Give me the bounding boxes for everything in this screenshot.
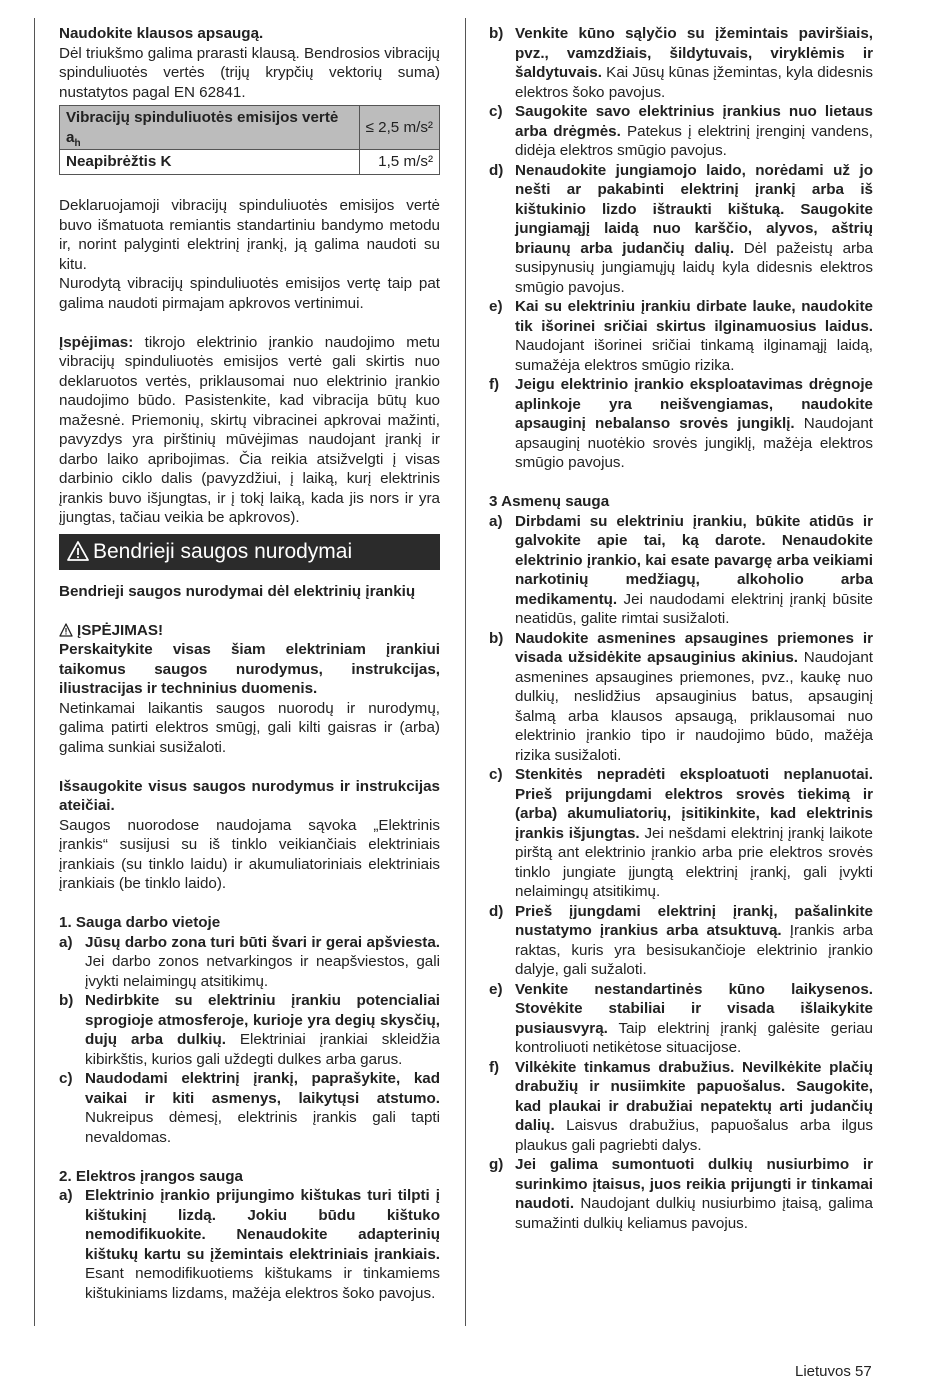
warning-triangle-icon — [67, 540, 89, 562]
warning-caps: ĮSPĖJIMAS! — [77, 621, 164, 639]
hearing-text: Dėl triukšmo galima prarasti klausą. Bendrosios vibracijų spinduliuotės vertės (trijų krypčių vektorių suma) nustatytos pagal EN 62841. — [59, 44, 440, 101]
list-item: c) Saugokite savo elektrinius įrankius nuo lietaus arba drėgmės. Patekus į elektrinį įrenginį vandens, didėja elektros smūgio pavojus. — [489, 103, 873, 159]
left-margin-rule — [34, 18, 35, 1326]
warning-label: Įspėjimas: — [59, 333, 134, 351]
list-item: e) Venkite nestandartinės kūno laikysenos. Stovėkite stabiliai ir visada išlaikykite pusiausvyrą. Taip elektrinį įrankį galėsite geriau kontroliuoti netikėtose situacijose. — [489, 980, 873, 1056]
list-item: c) Naudodami elektrinį įrankį, paprašykite, kad vaikai ir kiti asmenys, laikytųsi atstumo. Nukreipus dėmesį, elektrinis įrankis gali tapti nevaldomas. — [59, 1070, 440, 1146]
right-column — [489, 24, 873, 1233]
list-item: b) Naudokite asmenines apsaugines priemones ir visada užsidėkite apsauginius akinius. Naudojant asmenines apsaugines priemones, pvz., kaukę nuo dulkių, neslidžius apsauginius batus, apsauginį šalmą arba klausos apsaugą, priklausomai nuo elektrinio įrankio tipo ir naudojimo būdo, mažėja rizika susižaloti. — [489, 629, 873, 764]
list-item: b) Venkite kūno sąlyčio su įžemintais paviršiais, pvz., vamzdžiais, šildytuvais, viryklėmis ir šaldytuvais. Kai Jūsų kūnas įžemintas, kyla didesnis elektros šoko pavojus. — [489, 25, 873, 101]
list-item: g) Jei galima sumontuoti dulkių nusiurbimo ir surinkimo įtaisus, juos reikia prijungti ir tinkamai naudoti. Naudojant dulkių nusiurbimo įtaisą, galima sumažinti dulkių keliamus pavojus. — [489, 1156, 873, 1232]
uncertainty-label: Neapibrėžtis K — [60, 150, 360, 175]
list-item: f) Jeigu elektrinio įrankio eksploatavimas drėgnoje aplinkoje yra neišvengiamas, naudokite apsauginį nebalanso srovės jungiklį. Naudojant apsauginį nuotėkio srovės jungiklį, mažėja elektros smūgio pavojus. — [489, 376, 873, 471]
page-footer: Lietuvos 57 — [795, 1363, 872, 1380]
section-banner — [59, 534, 440, 570]
list-item: b) Nedirbkite su elektriniu įrankiu potencialiai sprogioje atmosferoje, kurioje yra degių skysčių, dujų arba dulkių. Elektriniai įrankiai skleidžia kibirkštis, kurios gali uždegti dulkes arba garus. — [59, 992, 440, 1068]
list-item: a) Jūsų darbo zona turi būti švari ir gerai apšviesta. Jei darbo zonos netvarkingos ir neapšviestos, gali įvykti nelaimingų atsitikimų. — [59, 933, 440, 990]
section-2-title: 2. Elektros įrangos sauga — [59, 1167, 244, 1185]
list-item: d) Nenaudokite jungiamojo laido, norėdami už jo nešti ar pakabinti elektrinį įrankį arba iš kištukinio lizdo ištraukti kištuką. Saugokite jungiamąjį laidą nuo karščio, alyvos, aštrių briaunų arba judančių dalių. Dėl pažeistų arba susipynusių jungiamųjų laidų kyla didesnis elektros smūgio pavojus. — [489, 161, 873, 296]
hearing-title: Naudokite klausos apsaugą. — [59, 25, 264, 42]
list-item: a) Dirbdami su elektriniu įrankiu, būkite atidūs ir galvokite apie tai, ką darote. Nenaudokite elektrinio įrankio, kai esate pavargę arba veikiami narkotinių medžiagų, alkoholio arba medikamentų. Jei naudodami elektrinį įrankį būsite neatidūs, galite rimtai susižaloti. — [489, 512, 873, 627]
left-column — [59, 24, 440, 1303]
list-item: f) Vilkėkite tinkamus drabužius. Nevilkėkite plačių drabužių ir nusiimkite papuošalus. Saugokite, kad plaukai ir drabužiai nepatektų arti judančių dalių. Laisvus drabužius, papuošalus arba ilgus plaukus gali pagriebti dalys. — [489, 1058, 873, 1154]
keep-normal: Saugos nuorodose naudojama sąvoka „Elektrinis įrankis“ susijusi su iš tinklo veikiančiais elektriniais įrankiais (su tinklo laidu) ir akumuliatoriniais elektriniais įrankiais (be tinklo laido). — [59, 816, 440, 892]
vibration-warning — [59, 333, 440, 528]
vibration-label: Vibracijų spinduliuotės emisijos vertė $a_h$ — [60, 106, 360, 150]
banner-title: Bendrieji saugos nurodymai — [93, 539, 353, 563]
section-3-title: 3 Asmenų sauga — [489, 493, 610, 510]
declared-text-1: Deklaruojamoji vibracijų spinduliuotės emisijos vertė buvo išmatuota remiantis standartiniu bandymo metodu ir, norint palyginti elektrinį įrankį, ją galima naudoti su kitu. — [59, 197, 440, 273]
keep-bold: Išsaugokite visus saugos nurodymus ir instrukcijas ateičiai. — [59, 777, 440, 814]
vibration-row — [60, 106, 440, 150]
declared-text-2: Nurodytą vibracijų spinduliuotės emisijos vertę taip pat galima naudoti pirmajam apkrovos vertinimui. — [59, 275, 440, 312]
uncertainty-row — [60, 150, 440, 175]
warning-heading — [59, 621, 440, 641]
general-subtitle: Bendrieji saugos nurodymai dėl elektrinių įrankių — [59, 582, 416, 600]
vibration-table — [59, 105, 440, 175]
uncertainty-value: 1,5 m/s² — [359, 150, 439, 175]
section-1-title: 1. Sauga darbo vietoje — [59, 914, 221, 931]
list-item: a) Elektrinio įrankio prijungimo kištukas turi tilpti į kištukinį lizdą. Jokiu būdu kištuko nemodifikuokite. Nenaudokite adapterinių kištukų kartu su įžemintais elektriniais įrankiais. Esant nemodifikuotiems kištukams ir tinkamiems kištukiniams lizdams, mažėja elektros šoko pavojus. — [59, 1187, 440, 1302]
warning-bold: Perskaitykite visas šiam elektriniam įrankiui taikomus saugos nurodymus, instrukcijas, iliustracijas ir techninius duomenis. — [59, 641, 440, 697]
list-item: d) Prieš įjungdami elektrinį įrankį, pašalinkite nustatymo įrankius arba atsuktuvą. Įrankis arba raktas, kuris yra besisukančioje elektrinio įrankio dalyje, gali sužaloti. — [489, 902, 873, 978]
vibration-value: ≤ 2,5 m/s² — [359, 106, 439, 150]
warning-normal: Netinkamai laikantis saugos nuorodų ir nurodymų, galima patirti elektros smūgį, gali kilti gaisras ir (arba) galima sunkiai susižaloti. — [59, 699, 440, 756]
column-divider — [465, 18, 466, 1326]
list-item: c) Stenkitės nepradėti eksploatuoti neplanuotai. Prieš prijungdami elektros srovės tiekimą ir (arba) akumuliatorių, įsitikinkite, kad elektrinis įrankis išjungtas. Jei nešdami elektrinį įrankį laikote pirštą ant elektrinio įrankio arba prie elektros srovės tinklo jungiate įjungtą elektrinį įrankį, gali įvykti nelaimingų atsitikimų. — [489, 766, 873, 900]
warning-small-icon — [59, 623, 73, 637]
warning-text: tikrojo elektrinio įrankio naudojimo metu vibracijų spinduliuotės emisijos vertė gali skirtis nuo deklaruotos vertės, priklausomai nuo elektrinio įrankio naudojimo būdo. Pasistenkite, kad vibracija būtų kuo mažesnė. Priemonių, skirtų vibracinei apkrovai mažinti, pavyzdys yra pirštinių mūvėjimas naudojant įrankį ir darbo laiko apribojimas. Čia reikia atsižvelgti į visas darbinio ciklo dalis (pavyzdžiui, į laiką, kurį elektrinis įrankis buvo išjungtas, ir į tokį laiką, kada jis nors ir yra įjungtas, tačiau veikia be apkrovos). — [59, 333, 440, 526]
list-item: e) Kai su elektriniu įrankiu dirbate lauke, naudokite tik išorinei sričiai skirtus ilginamuosius laidus. Naudojant išorinei sričiai tinkamą ilginamąjį laidą, sumažėja elektros smūgio rizika. — [489, 298, 873, 374]
